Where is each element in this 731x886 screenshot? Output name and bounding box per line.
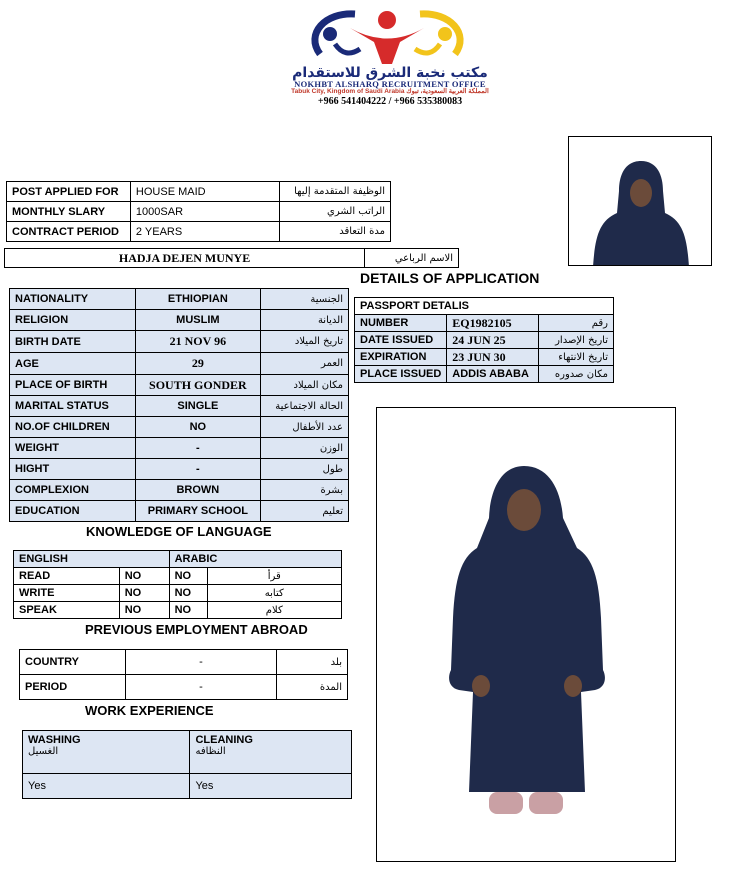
personal-value: 29 — [135, 353, 261, 375]
name-table — [4, 248, 459, 268]
passport-label-ar: تاريخ الانتهاء — [538, 349, 613, 366]
personal-row — [10, 438, 349, 459]
job-label: CONTRACT PERIOD — [7, 222, 131, 242]
personal-value: NO — [135, 417, 261, 438]
employment-row — [20, 650, 348, 675]
personal-label-ar: الحالة الاجتماعية — [261, 396, 349, 417]
passport-row — [355, 332, 614, 349]
personal-row — [10, 289, 349, 310]
personal-value: - — [135, 459, 261, 480]
office-phones: +966 541404222 / +966 535380083 — [317, 96, 463, 107]
cleaning-value: Yes — [190, 774, 352, 799]
language-skill: READ — [14, 568, 120, 585]
personal-label-ar: تاريخ الميلاد — [261, 331, 349, 353]
employment-label: COUNTRY — [20, 650, 126, 675]
language-skill: WRITE — [14, 585, 120, 602]
job-row — [7, 202, 391, 222]
employment-heading: PREVIOUS EMPLOYMENT ABROAD — [85, 622, 308, 637]
personal-label-ar: الديانة — [261, 310, 349, 331]
passport-label-ar: تاريخ الإصدار — [538, 332, 613, 349]
full-length-photo — [376, 407, 676, 862]
cleaning-header — [190, 731, 352, 774]
employment-label-ar: المدة — [277, 675, 348, 700]
passport-value: 23 JUN 30 — [447, 349, 538, 366]
personal-label-ar: العمر — [261, 353, 349, 375]
personal-label-ar: طول — [261, 459, 349, 480]
language-skill: SPEAK — [14, 602, 120, 619]
personal-label-ar: مكان الميلاد — [261, 375, 349, 396]
passport-value: ADDIS ABABA — [447, 366, 538, 383]
personal-value: SINGLE — [135, 396, 261, 417]
english-level: NO — [119, 585, 169, 602]
passport-table — [354, 297, 614, 383]
washing-header — [23, 731, 190, 774]
job-label-ar: الراتب الشري — [280, 202, 391, 222]
personal-row — [10, 375, 349, 396]
experience-table — [22, 730, 352, 799]
personal-label: WEIGHT — [10, 438, 136, 459]
personal-label: EDUCATION — [10, 501, 136, 522]
cleaning-label: CLEANING — [195, 734, 253, 746]
job-label-ar: الوظيفة المتقدمة إليها — [280, 182, 391, 202]
employment-label-ar: بلد — [277, 650, 348, 675]
passport-row — [355, 349, 614, 366]
personal-label: COMPLEXION — [10, 480, 136, 501]
passport-row — [355, 315, 614, 332]
english-column-header: ENGLISH — [14, 551, 170, 568]
passport-value: 24 JUN 25 — [447, 332, 538, 349]
personal-row — [10, 310, 349, 331]
personal-label: RELIGION — [10, 310, 136, 331]
personal-label-ar: الجنسية — [261, 289, 349, 310]
arabic-level: NO — [169, 585, 207, 602]
arabic-level: NO — [169, 602, 207, 619]
office-logo — [300, 4, 475, 70]
job-label: POST APPLIED FOR — [7, 182, 131, 202]
personal-value: 21 NOV 96 — [135, 331, 261, 353]
language-skill-ar: كتابه — [207, 585, 341, 602]
portrait-photo — [568, 136, 712, 266]
employment-table — [19, 649, 348, 700]
passport-row — [355, 366, 614, 383]
office-name-arabic: مكتب نخبة الشرق للاستقدام — [292, 65, 488, 81]
personal-value: ETHIOPIAN — [135, 289, 261, 310]
office-name-english: NOKHBT ALSHARQ RECRUITMENT OFFICE — [294, 79, 486, 89]
washing-label: WASHING — [28, 734, 81, 746]
personal-label: BIRTH DATE — [10, 331, 136, 353]
personal-label: MARITAL STATUS — [10, 396, 136, 417]
passport-label: DATE ISSUED — [355, 332, 447, 349]
english-level: NO — [119, 602, 169, 619]
employment-row — [20, 675, 348, 700]
personal-row — [10, 459, 349, 480]
personal-label-ar: عدد الأطفال — [261, 417, 349, 438]
personal-row — [10, 417, 349, 438]
passport-label: NUMBER — [355, 315, 447, 332]
language-row — [14, 602, 342, 619]
personal-value: - — [135, 438, 261, 459]
job-label-ar: مدة التعاقد — [280, 222, 391, 242]
personal-label-ar: تعليم — [261, 501, 349, 522]
language-table — [13, 550, 342, 619]
passport-value: EQ1982105 — [447, 315, 538, 332]
personal-label: PLACE OF BIRTH — [10, 375, 136, 396]
language-heading: KNOWLEDGE OF LANGUAGE — [86, 524, 272, 539]
arabic-column-header: ARABIC — [169, 551, 341, 568]
employment-label: PERIOD — [20, 675, 126, 700]
employment-value: - — [125, 675, 276, 700]
personal-label: NO.OF CHILDREN — [10, 417, 136, 438]
office-location: Tabuk City, Kingdom of Saudi Arabia المملكة العربية السعودية، تبوك — [291, 88, 489, 95]
job-table — [6, 181, 391, 242]
personal-row — [10, 480, 349, 501]
personal-label: HIGHT — [10, 459, 136, 480]
personal-row — [10, 501, 349, 522]
cleaning-label-ar: النظافه — [195, 746, 226, 757]
language-skill-ar: قرأ — [207, 568, 341, 585]
washing-label-ar: الغسيل — [28, 746, 59, 757]
passport-label-ar: رقم — [538, 315, 613, 332]
job-row — [7, 222, 391, 242]
personal-row — [10, 353, 349, 375]
language-row — [14, 568, 342, 585]
applicant-name-label-ar: الاسم الرباعي — [365, 249, 459, 268]
passport-label: PLACE ISSUED — [355, 366, 447, 383]
personal-label-ar: بشرة — [261, 480, 349, 501]
washing-value: Yes — [23, 774, 190, 799]
job-row — [7, 182, 391, 202]
job-value: 2 YEARS — [130, 222, 279, 242]
personal-label: NATIONALITY — [10, 289, 136, 310]
job-value: HOUSE MAID — [130, 182, 279, 202]
english-level: NO — [119, 568, 169, 585]
personal-value: SOUTH GONDER — [135, 375, 261, 396]
passport-label-ar: مكان صدوره — [538, 366, 613, 383]
applicant-name: HADJA DEJEN MUNYE — [5, 249, 365, 268]
job-value: 1000SAR — [130, 202, 279, 222]
personal-value: BROWN — [135, 480, 261, 501]
arabic-level: NO — [169, 568, 207, 585]
experience-heading: WORK EXPERIENCE — [85, 703, 214, 718]
personal-value: MUSLIM — [135, 310, 261, 331]
details-heading: DETAILS OF APPLICATION — [360, 270, 540, 286]
personal-label-ar: الوزن — [261, 438, 349, 459]
personal-table — [9, 288, 349, 522]
passport-label: EXPIRATION — [355, 349, 447, 366]
personal-row — [10, 331, 349, 353]
personal-label: AGE — [10, 353, 136, 375]
language-skill-ar: كلام — [207, 602, 341, 619]
personal-value: PRIMARY SCHOOL — [135, 501, 261, 522]
passport-title: PASSPORT DETALIS — [355, 298, 614, 315]
personal-row — [10, 396, 349, 417]
language-row — [14, 585, 342, 602]
employment-value: - — [125, 650, 276, 675]
job-label: MONTHLY SLARY — [7, 202, 131, 222]
